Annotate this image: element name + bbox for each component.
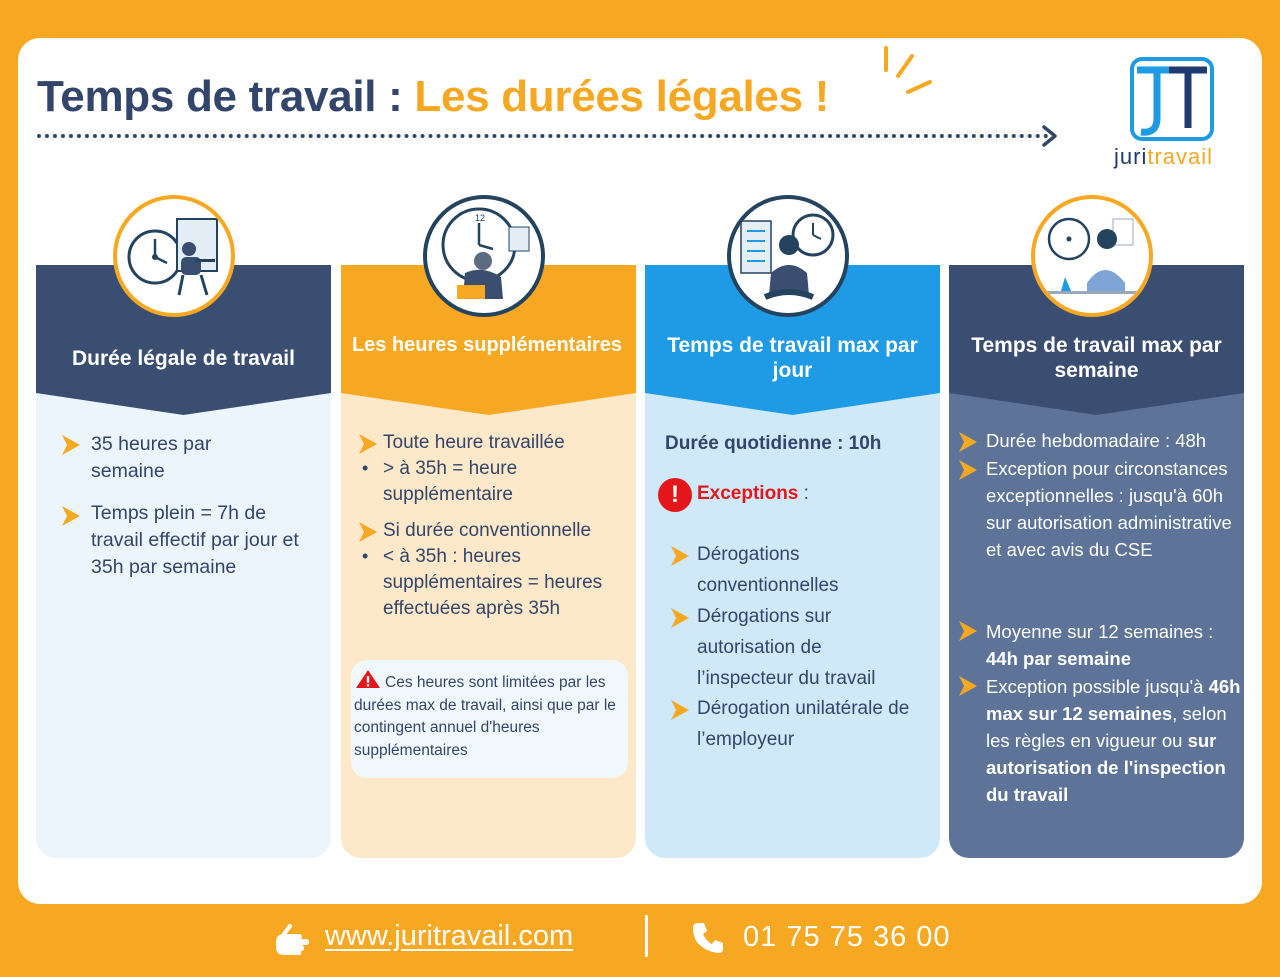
logo-wordmark-b: travail	[1147, 144, 1214, 169]
chevron-bullet-icon	[669, 698, 691, 722]
footer-separator	[645, 915, 648, 957]
list-item: 35 heures par semaine	[91, 433, 212, 482]
chevron-bullet-icon	[957, 458, 979, 482]
column-duree-legale	[36, 265, 331, 858]
list-item: Dérogation unilatérale de l’employeur	[697, 698, 910, 750]
chevron-bullet-icon	[957, 674, 979, 698]
website-link[interactable]: www.juritravail.com	[325, 920, 574, 952]
exceptions-colon: :	[798, 483, 809, 504]
daily-max-lead: Durée quotidienne : 10h	[665, 433, 882, 454]
dotted-divider	[37, 134, 1049, 138]
list-item-text: Moyenne sur 12 semaines :	[986, 621, 1214, 642]
sub-bullet: •	[362, 546, 369, 566]
arrow-right-icon	[1040, 124, 1060, 148]
person-clock-illustration	[1031, 195, 1153, 317]
logo-wordmark-a: juri	[1114, 144, 1148, 169]
chevron-bullet-icon	[669, 544, 691, 568]
jt-logo-icon	[1129, 56, 1215, 144]
exceptions-label: Exceptions	[697, 483, 799, 504]
list-item-sub: < à 35h : heures supplémentaires = heures effectuées après 35h	[383, 546, 603, 619]
sparkle-burst-icon	[878, 42, 938, 102]
list-item-bold: 46h max sur 12 semaines	[986, 676, 1241, 724]
title-accent: Les durées légales !	[414, 72, 830, 121]
list-item-text: Exception possible jusqu'à	[986, 676, 1209, 697]
svg-text:12: 12	[475, 213, 486, 223]
list-item: Exception pour circonstances exceptionnelles : jusqu'à 60h sur autorisation administrative et avec avis du CSE	[986, 458, 1232, 560]
list-item	[986, 673, 1241, 808]
title-main: Temps de travail :	[37, 72, 415, 121]
exclamation-icon: !	[658, 478, 692, 512]
list-item-lead: Toute heure travaillée	[383, 432, 565, 453]
chevron-bullet-icon	[60, 433, 82, 457]
list-item-bold: sur autorisation de l'inspection du travail	[986, 730, 1226, 805]
warning-note	[351, 660, 628, 778]
chevron-bullet-icon	[357, 432, 379, 456]
phone-icon	[690, 920, 726, 956]
sub-bullet: •	[362, 458, 369, 478]
chevron-bullet-icon	[957, 619, 979, 643]
footer	[0, 912, 1280, 972]
chevron-bullet-icon	[669, 606, 691, 630]
chevron-bullet-icon	[957, 430, 979, 454]
list-item-bold: 44h par semaine	[986, 648, 1131, 669]
hand-pointer-icon	[272, 922, 312, 958]
list-item: Temps plein = 7h de travail effectif par jour et 35h par semaine	[91, 502, 299, 578]
person-at-desk-illustration	[113, 195, 235, 317]
list-item-sub: > à 35h = heure supplémentaire	[383, 458, 518, 505]
column-title: Temps de travail max par semaine	[971, 334, 1222, 382]
column-max-par-jour	[645, 265, 940, 858]
chevron-bullet-icon	[357, 520, 379, 544]
list-item-text: , selon les règles en vigueur ou	[986, 703, 1227, 751]
column-heures-supplementaires	[341, 213, 636, 858]
column-title: Durée légale de travail	[72, 347, 295, 370]
column-title: Temps de travail max par jour	[667, 334, 918, 382]
list-item-lead: Si durée conventionnelle	[383, 520, 592, 541]
list-item	[986, 618, 1241, 672]
list-item: Durée hebdomadaire : 48h	[986, 430, 1207, 451]
exceptions-heading	[697, 480, 897, 507]
phone-number[interactable]: 01 75 75 36 00	[743, 921, 951, 953]
column-title: Les heures supplémentaires	[351, 334, 623, 356]
chevron-bullet-icon	[60, 504, 82, 528]
list-item: Dérogations conventionnelles	[697, 544, 839, 596]
column-max-par-semaine	[949, 265, 1244, 858]
logo-wordmark	[1114, 144, 1213, 170]
warning-icon	[354, 668, 382, 690]
person-checklist-illustration	[727, 195, 849, 317]
juritravail-logo	[1110, 54, 1240, 174]
stressed-worker-illustration	[423, 195, 545, 317]
list-item: Dérogations sur autorisation de l’inspecteur du travail	[697, 606, 876, 689]
warning-note-text: Ces heures sont limitées par les durées max de travail, ainsi que par le contingent annuel d'heures supplémentaires	[354, 674, 616, 759]
page-title	[37, 72, 829, 122]
